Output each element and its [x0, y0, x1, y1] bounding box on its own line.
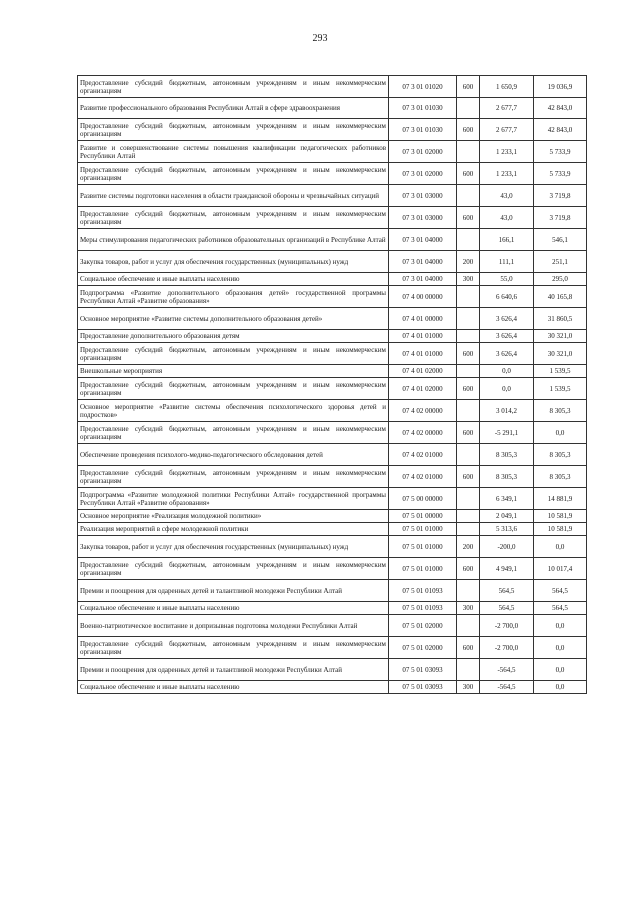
row-expense-type-cell: [457, 400, 480, 422]
table-row: [78, 98, 587, 119]
row-name-cell: Закупка товаров, работ и услуг для обеспечения государственных (муниципальных) нужд: [78, 251, 389, 273]
row-amount-cell: 4 949,1: [480, 558, 534, 580]
row-name-cell: Подпрограмма «Развитие молодежной политики Республики Алтай» государственной программы Республики Алтай «Развитие образования»: [78, 488, 389, 510]
row-expense-type-cell: 300: [457, 681, 480, 694]
table-row: [78, 273, 587, 286]
row-amount-cell: 3 014,2: [480, 400, 534, 422]
row-amount-cell: 55,0: [480, 273, 534, 286]
table-row: [78, 185, 587, 207]
row-total-cell: 0,0: [534, 659, 587, 681]
row-amount-cell: 3 626,4: [480, 330, 534, 343]
row-total-cell: 8 305,3: [534, 466, 587, 488]
row-expense-type-cell: 600: [457, 466, 480, 488]
row-expense-type-cell: 300: [457, 273, 480, 286]
row-amount-cell: 1 233,1: [480, 141, 534, 163]
row-expense-type-cell: 600: [457, 637, 480, 659]
row-amount-cell: 0,0: [480, 378, 534, 400]
table-row: [78, 659, 587, 681]
row-code-cell: 07 3 01 01030: [389, 119, 457, 141]
row-name-cell: Развитие системы подготовки населения в области гражданской обороны и чрезвычайных ситуаций: [78, 185, 389, 207]
table-row: [78, 523, 587, 536]
table-row: [78, 378, 587, 400]
row-code-cell: 07 5 01 01093: [389, 602, 457, 615]
row-name-cell: Предоставление субсидий бюджетным, автономным учреждениям и иным некоммерческим организациям: [78, 119, 389, 141]
row-expense-type-cell: 600: [457, 422, 480, 444]
row-code-cell: 07 5 01 01000: [389, 523, 457, 536]
row-name-cell: Премии и поощрения для одаренных детей и талантливой молодежи Республики Алтай: [78, 580, 389, 602]
row-total-cell: 0,0: [534, 615, 587, 637]
row-name-cell: Премии и поощрения для одаренных детей и талантливой молодежи Республики Алтай: [78, 659, 389, 681]
row-name-cell: Подпрограмма «Развитие дополнительного образования детей» государственной программы Республики Алтай «Развитие образования»: [78, 286, 389, 308]
row-code-cell: 07 5 01 03093: [389, 659, 457, 681]
row-expense-type-cell: 600: [457, 207, 480, 229]
row-code-cell: 07 4 02 01000: [389, 444, 457, 466]
table-row: [78, 119, 587, 141]
row-total-cell: 30 321,0: [534, 330, 587, 343]
row-code-cell: 07 4 01 01000: [389, 330, 457, 343]
row-code-cell: 07 4 01 00000: [389, 308, 457, 330]
row-name-cell: Развитие профессионального образования Республики Алтай в сфере здравоохранения: [78, 98, 389, 119]
row-expense-type-cell: [457, 141, 480, 163]
row-expense-type-cell: [457, 185, 480, 207]
row-total-cell: 3 719,8: [534, 207, 587, 229]
row-name-cell: Предоставление дополнительного образования детям: [78, 330, 389, 343]
table-row: [78, 330, 587, 343]
row-name-cell: Основное мероприятие «Реализация молодежной политики»: [78, 510, 389, 523]
table-row: [78, 286, 587, 308]
row-expense-type-cell: [457, 308, 480, 330]
row-total-cell: 295,0: [534, 273, 587, 286]
table-row: [78, 681, 587, 694]
row-total-cell: 8 305,3: [534, 444, 587, 466]
table-row: [78, 207, 587, 229]
row-code-cell: 07 5 01 02000: [389, 615, 457, 637]
row-code-cell: 07 5 01 01093: [389, 580, 457, 602]
table-row: [78, 229, 587, 251]
row-total-cell: 0,0: [534, 637, 587, 659]
row-amount-cell: 111,1: [480, 251, 534, 273]
row-name-cell: Основное мероприятие «Развитие системы обеспечения психологического здоровья детей и подростков»: [78, 400, 389, 422]
row-code-cell: 07 4 00 00000: [389, 286, 457, 308]
row-name-cell: Предоставление субсидий бюджетным, автономным учреждениям и иным некоммерческим организациям: [78, 637, 389, 659]
row-expense-type-cell: [457, 659, 480, 681]
row-total-cell: 5 733,9: [534, 141, 587, 163]
row-name-cell: Внешкольные мероприятия: [78, 365, 389, 378]
budget-table: [77, 75, 587, 694]
table-row: [78, 580, 587, 602]
row-total-cell: 5 733,9: [534, 163, 587, 185]
row-name-cell: Предоставление субсидий бюджетным, автономным учреждениям и иным некоммерческим организациям: [78, 163, 389, 185]
row-total-cell: 40 165,8: [534, 286, 587, 308]
table-row: [78, 444, 587, 466]
row-total-cell: 14 881,9: [534, 488, 587, 510]
row-expense-type-cell: [457, 330, 480, 343]
row-code-cell: 07 3 01 02000: [389, 163, 457, 185]
budget-table-body: [78, 76, 587, 694]
table-row: [78, 365, 587, 378]
row-expense-type-cell: 300: [457, 602, 480, 615]
table-row: [78, 308, 587, 330]
row-code-cell: 07 3 01 02000: [389, 141, 457, 163]
row-code-cell: 07 5 01 00000: [389, 510, 457, 523]
table-row: [78, 488, 587, 510]
table-row: [78, 76, 587, 98]
row-amount-cell: -564,5: [480, 681, 534, 694]
row-total-cell: 10 581,9: [534, 510, 587, 523]
row-total-cell: 0,0: [534, 422, 587, 444]
row-total-cell: 19 036,9: [534, 76, 587, 98]
row-total-cell: 3 719,8: [534, 185, 587, 207]
row-code-cell: 07 4 02 01000: [389, 466, 457, 488]
table-row: [78, 163, 587, 185]
row-expense-type-cell: [457, 229, 480, 251]
table-row: [78, 422, 587, 444]
row-expense-type-cell: 600: [457, 163, 480, 185]
row-expense-type-cell: [457, 286, 480, 308]
row-total-cell: 0,0: [534, 536, 587, 558]
row-amount-cell: 564,5: [480, 580, 534, 602]
row-amount-cell: 3 626,4: [480, 308, 534, 330]
row-name-cell: Военно-патриотическое воспитание и допризывная подготовка молодежи Республики Алтай: [78, 615, 389, 637]
row-name-cell: Социальное обеспечение и иные выплаты населению: [78, 681, 389, 694]
row-amount-cell: -5 291,1: [480, 422, 534, 444]
table-row: [78, 558, 587, 580]
row-amount-cell: 564,5: [480, 602, 534, 615]
row-amount-cell: -2 700,0: [480, 615, 534, 637]
row-name-cell: Предоставление субсидий бюджетным, автономным учреждениям и иным некоммерческим организациям: [78, 343, 389, 365]
row-total-cell: 42 843,0: [534, 119, 587, 141]
row-total-cell: 31 860,5: [534, 308, 587, 330]
row-total-cell: 1 539,5: [534, 365, 587, 378]
row-code-cell: 07 4 01 02000: [389, 378, 457, 400]
row-amount-cell: 166,1: [480, 229, 534, 251]
row-amount-cell: 0,0: [480, 365, 534, 378]
row-total-cell: 42 843,0: [534, 98, 587, 119]
table-row: [78, 343, 587, 365]
row-name-cell: Обеспечение проведения психолого-медико-педагогического обследования детей: [78, 444, 389, 466]
row-code-cell: 07 3 01 03000: [389, 185, 457, 207]
row-code-cell: 07 4 02 00000: [389, 400, 457, 422]
row-expense-type-cell: [457, 580, 480, 602]
table-row: [78, 615, 587, 637]
table-row: [78, 510, 587, 523]
row-amount-cell: 3 626,4: [480, 343, 534, 365]
row-code-cell: 07 5 00 00000: [389, 488, 457, 510]
row-total-cell: 546,1: [534, 229, 587, 251]
row-code-cell: 07 4 01 01000: [389, 343, 457, 365]
row-amount-cell: 1 233,1: [480, 163, 534, 185]
row-amount-cell: -200,0: [480, 536, 534, 558]
table-row: [78, 536, 587, 558]
row-total-cell: 0,0: [534, 681, 587, 694]
row-name-cell: Реализация мероприятий в сфере молодежной политики: [78, 523, 389, 536]
row-total-cell: 10 581,9: [534, 523, 587, 536]
table-row: [78, 637, 587, 659]
page-number: 293: [312, 33, 328, 44]
row-code-cell: 07 3 01 01030: [389, 98, 457, 119]
row-amount-cell: -2 700,0: [480, 637, 534, 659]
row-total-cell: 251,1: [534, 251, 587, 273]
row-name-cell: Предоставление субсидий бюджетным, автономным учреждениям и иным некоммерческим организациям: [78, 76, 389, 98]
row-amount-cell: 2 677,7: [480, 119, 534, 141]
row-total-cell: 564,5: [534, 580, 587, 602]
row-name-cell: Социальное обеспечение и иные выплаты населению: [78, 602, 389, 615]
row-amount-cell: 43,0: [480, 207, 534, 229]
table-row: [78, 466, 587, 488]
row-code-cell: 07 3 01 04000: [389, 251, 457, 273]
row-name-cell: Меры стимулирования педагогических работников образовательных организаций в Республике Алтай: [78, 229, 389, 251]
row-total-cell: 30 321,0: [534, 343, 587, 365]
table-row: [78, 141, 587, 163]
row-code-cell: 07 5 01 03093: [389, 681, 457, 694]
row-expense-type-cell: 200: [457, 536, 480, 558]
row-name-cell: Предоставление субсидий бюджетным, автономным учреждениям и иным некоммерческим организациям: [78, 207, 389, 229]
row-name-cell: Закупка товаров, работ и услуг для обеспечения государственных (муниципальных) нужд: [78, 536, 389, 558]
row-total-cell: 564,5: [534, 602, 587, 615]
row-amount-cell: -564,5: [480, 659, 534, 681]
row-amount-cell: 8 305,3: [480, 444, 534, 466]
row-expense-type-cell: [457, 523, 480, 536]
row-expense-type-cell: [457, 365, 480, 378]
row-code-cell: 07 4 01 02000: [389, 365, 457, 378]
row-code-cell: 07 5 01 02000: [389, 637, 457, 659]
row-name-cell: Предоставление субсидий бюджетным, автономным учреждениям и иным некоммерческим организациям: [78, 378, 389, 400]
row-expense-type-cell: 600: [457, 378, 480, 400]
row-total-cell: 10 017,4: [534, 558, 587, 580]
row-expense-type-cell: 600: [457, 76, 480, 98]
row-expense-type-cell: [457, 615, 480, 637]
row-amount-cell: 43,0: [480, 185, 534, 207]
row-amount-cell: 2 677,7: [480, 98, 534, 119]
row-amount-cell: 5 313,6: [480, 523, 534, 536]
row-name-cell: Предоставление субсидий бюджетным, автономным учреждениям и иным некоммерческим организациям: [78, 466, 389, 488]
row-name-cell: Социальное обеспечение и иные выплаты населению: [78, 273, 389, 286]
row-code-cell: 07 3 01 04000: [389, 273, 457, 286]
row-code-cell: 07 3 01 01020: [389, 76, 457, 98]
row-total-cell: 8 305,3: [534, 400, 587, 422]
row-code-cell: 07 5 01 01000: [389, 558, 457, 580]
row-code-cell: 07 3 01 04000: [389, 229, 457, 251]
row-name-cell: Основное мероприятие «Развитие системы дополнительного образования детей»: [78, 308, 389, 330]
table-row: [78, 400, 587, 422]
row-total-cell: 1 539,5: [534, 378, 587, 400]
table-row: [78, 251, 587, 273]
row-expense-type-cell: 600: [457, 343, 480, 365]
row-expense-type-cell: [457, 510, 480, 523]
row-amount-cell: 2 049,1: [480, 510, 534, 523]
table-row: [78, 602, 587, 615]
row-expense-type-cell: 600: [457, 119, 480, 141]
row-name-cell: Предоставление субсидий бюджетным, автономным учреждениям и иным некоммерческим организациям: [78, 422, 389, 444]
row-amount-cell: 6 640,6: [480, 286, 534, 308]
row-code-cell: 07 3 01 03000: [389, 207, 457, 229]
row-expense-type-cell: [457, 444, 480, 466]
row-amount-cell: 6 349,1: [480, 488, 534, 510]
row-expense-type-cell: 200: [457, 251, 480, 273]
row-expense-type-cell: 600: [457, 558, 480, 580]
row-code-cell: 07 5 01 01000: [389, 536, 457, 558]
row-name-cell: Развитие и совершенствование системы повышения квалификации педагогических работников Республики Алтай: [78, 141, 389, 163]
row-expense-type-cell: [457, 98, 480, 119]
row-amount-cell: 1 650,9: [480, 76, 534, 98]
row-name-cell: Предоставление субсидий бюджетным, автономным учреждениям и иным некоммерческим организациям: [78, 558, 389, 580]
row-code-cell: 07 4 02 00000: [389, 422, 457, 444]
row-expense-type-cell: [457, 488, 480, 510]
row-amount-cell: 8 305,3: [480, 466, 534, 488]
